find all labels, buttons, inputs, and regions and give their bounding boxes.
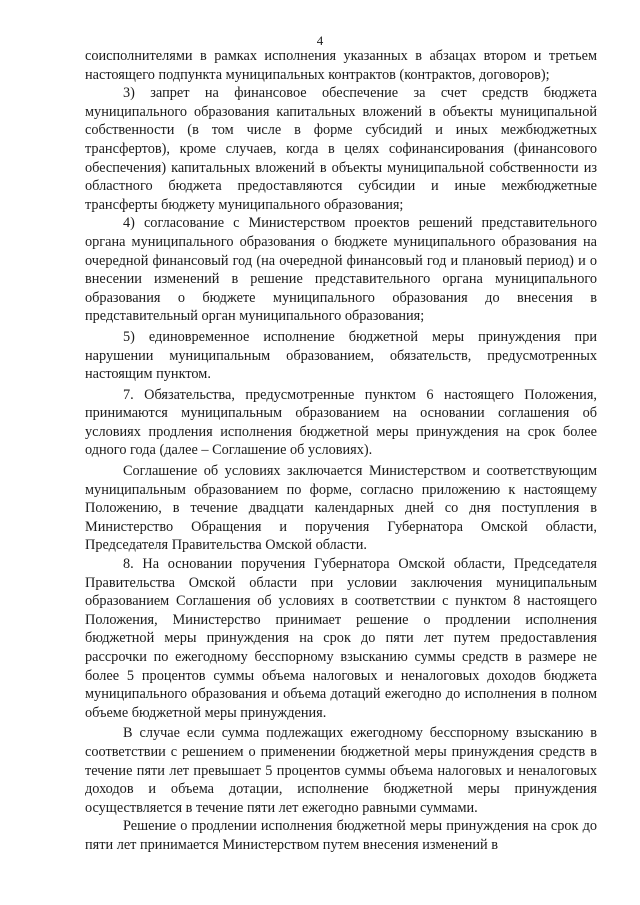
paragraph-case: В случае если сумма подлежащих ежегодному бесспорному взысканию в соответствии с решением о применении бюджетной меры принуждения средств в течение пяти лет превышает 5 процентов суммы объема налоговых и неналоговых доходов и объема дотации, исполнение бюджетной меры принуждения осуществляется в течение пяти лет ежегодно равными суммами. — [85, 725, 597, 816]
paragraph-item-8: 8. На основании поручения Губернатора Омской области, Председателя Правительства Омской области при условии заключения муниципальным образованием Соглашения об условиях в соответствии с пунктом 8 настоящего Положения, Министерство принимает решение о продлении исполнения бюджетной меры принуждения на срок до пяти лет путем предоставления рассрочки по ежегодному бесспорному взысканию суммы средств в размере не более 5 процентов суммы объема налоговых и неналоговых доходов бюджета муниципального образования и объема дотаций ежегодно до исполнения в полном объеме бюджетной меры принуждения. — [85, 556, 597, 721]
page-number: 4 — [316, 33, 324, 48]
paragraph-continuation: соисполнителями в рамках исполнения указанных в абзацах втором и третьем настоящего подпункта муниципальных контрактов (контрактов, договоров); — [85, 48, 597, 83]
paragraph-agreement: Соглашение об условиях заключается Министерством и соответствующим муниципальным образованием по форме, согласно приложению к настоящему Положению, в течение двадцати календарных дней со дня поступления в Министерство Обращения и поручения Губернатора Омской области, Председателя Правительства Омской области. — [85, 463, 597, 554]
paragraph-subitem-4: 4) согласование с Министерством проектов решений представительного органа муниципального образования о бюджете муниципального образования на очередной финансовый год (на очередной финансовый год и плановый период) и о внесении изменений в решение представительного органа муниципального образования о бюджете муниципального образования до внесения в представительный орган муниципального образования; — [85, 215, 597, 325]
document-body — [85, 47, 597, 855]
paragraph-decision: Решение о продлении исполнения бюджетной меры принуждения на срок до пяти лет принимается Министерством путем внесения изменений в — [85, 818, 597, 853]
paragraph-subitem-5: 5) единовременное исполнение бюджетной меры принуждения при нарушении муниципальным образованием, обязательств, предусмотренных настоящим пунктом. — [85, 328, 597, 383]
paragraph-item-7: 7. Обязательства, предусмотренные пунктом 6 настоящего Положения, принимаются муниципальным образованием на основании соглашения об условиях продления исполнения бюджетной меры принуждения на срок более одного года (далее – Соглашение об условиях). — [85, 386, 597, 459]
paragraph-subitem-3: 3) запрет на финансовое обеспечение за счет средств бюджета муниципального образования капитальных вложений в объекты муниципальной собственности (в том числе в форме субсидий и иных межбюджетных трансфертов), кроме случаев, когда в целях софинансирования (финансового обеспечения) капитальных вложений в объекты муниципальной собственности из областного бюджета предоставляются субсидии и иные межбюджетные трансферты бюджету муниципального образования; — [85, 85, 597, 213]
